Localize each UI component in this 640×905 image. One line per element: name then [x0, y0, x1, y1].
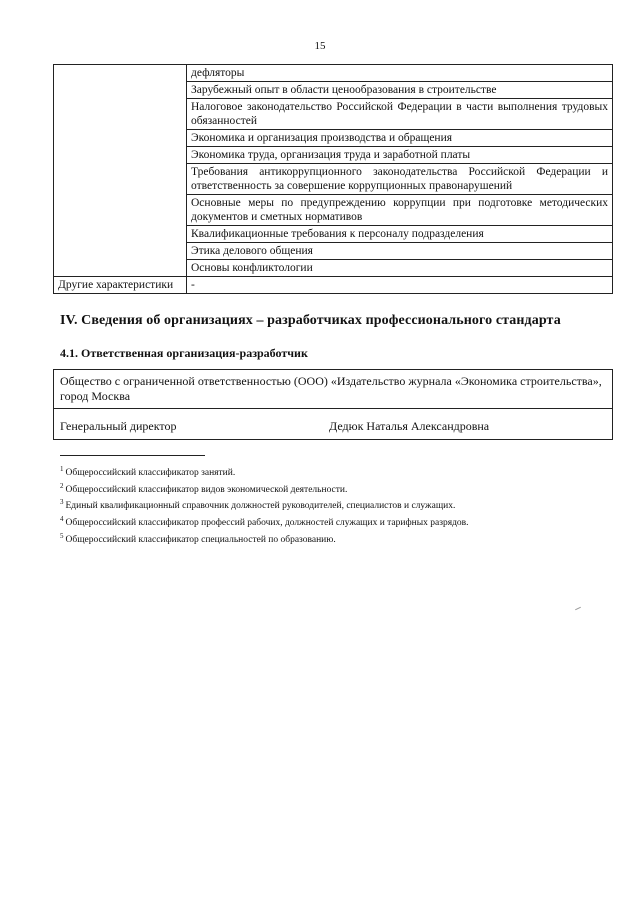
director-title: Генеральный директор: [60, 419, 177, 433]
footnote-number: 5: [60, 531, 64, 540]
director-cell: [54, 409, 613, 440]
knowledge-item: Требования антикоррупционного законодательства Российской Федерации и ответственность за совершение коррупционных правонарушений: [187, 164, 613, 195]
knowledge-item: Основные меры по предупреждению коррупции при подготовке методических документов и сметных нормативов: [187, 195, 613, 226]
knowledge-item: Экономика и организация производства и обращения: [187, 130, 613, 147]
footnote-text: Единый квалификационный справочник должностей руководителей, специалистов и служащих.: [65, 501, 456, 512]
footnotes-list: [60, 463, 620, 546]
footnote-number: 1: [60, 465, 64, 473]
footnote: [60, 513, 620, 530]
table-row: [54, 277, 613, 294]
footnote-divider: [60, 455, 205, 456]
footnote: [60, 463, 620, 480]
knowledge-item: Этика делового общения: [187, 243, 613, 260]
footnote-text: Общероссийский классификатор профессий рабочих, должностей служащих и тарифных разрядов.: [65, 518, 469, 529]
subsection-title: 4.1. Ответственная организация-разработчик: [60, 346, 308, 360]
knowledge-item: Квалификационные требования к персоналу подразделения: [187, 226, 613, 243]
knowledge-item: дефляторы: [187, 65, 613, 82]
footnote-text: Общероссийский классификатор занятий.: [65, 468, 236, 479]
organization-table: [53, 369, 613, 440]
knowledge-item: Зарубежный опыт в области ценообразования в строительстве: [187, 82, 613, 99]
section-title: IV. Сведения об организациях – разработчиках профессионального стандарта: [60, 313, 561, 328]
other-characteristics-label: Другие характеристики: [54, 277, 187, 294]
knowledge-label-cell: [54, 65, 187, 277]
director-name: Дедюк Наталья Александровна: [329, 419, 490, 433]
knowledge-item: Основы конфликтологии: [187, 260, 613, 277]
footnote: [60, 530, 620, 547]
knowledge-item: Налоговое законодательство Российской Федерации в части выполнения трудовых обязанностей: [187, 99, 613, 130]
table-row: [54, 409, 613, 440]
footnote-number: 3: [60, 498, 64, 507]
page-number: 15: [314, 40, 326, 52]
organization-name: Общество с ограниченной ответственностью (ООО) «Издательство журнала «Экономика строительства», город Москва: [54, 370, 613, 409]
table-row: [54, 370, 613, 409]
knowledge-table: [53, 64, 613, 294]
other-characteristics-value: -: [187, 277, 613, 294]
table-row: [54, 65, 613, 82]
footnote-number: 4: [60, 514, 64, 523]
footnote: [60, 480, 620, 497]
footnote-number: 2: [60, 481, 64, 490]
scan-artifact: [575, 607, 581, 610]
footnote: [60, 496, 620, 513]
footnote-text: Общероссийский классификатор специальностей по образованию.: [65, 534, 336, 545]
footnote-text: Общероссийский классификатор видов экономической деятельности.: [65, 484, 348, 495]
knowledge-item: Экономика труда, организация труда и заработной платы: [187, 147, 613, 164]
